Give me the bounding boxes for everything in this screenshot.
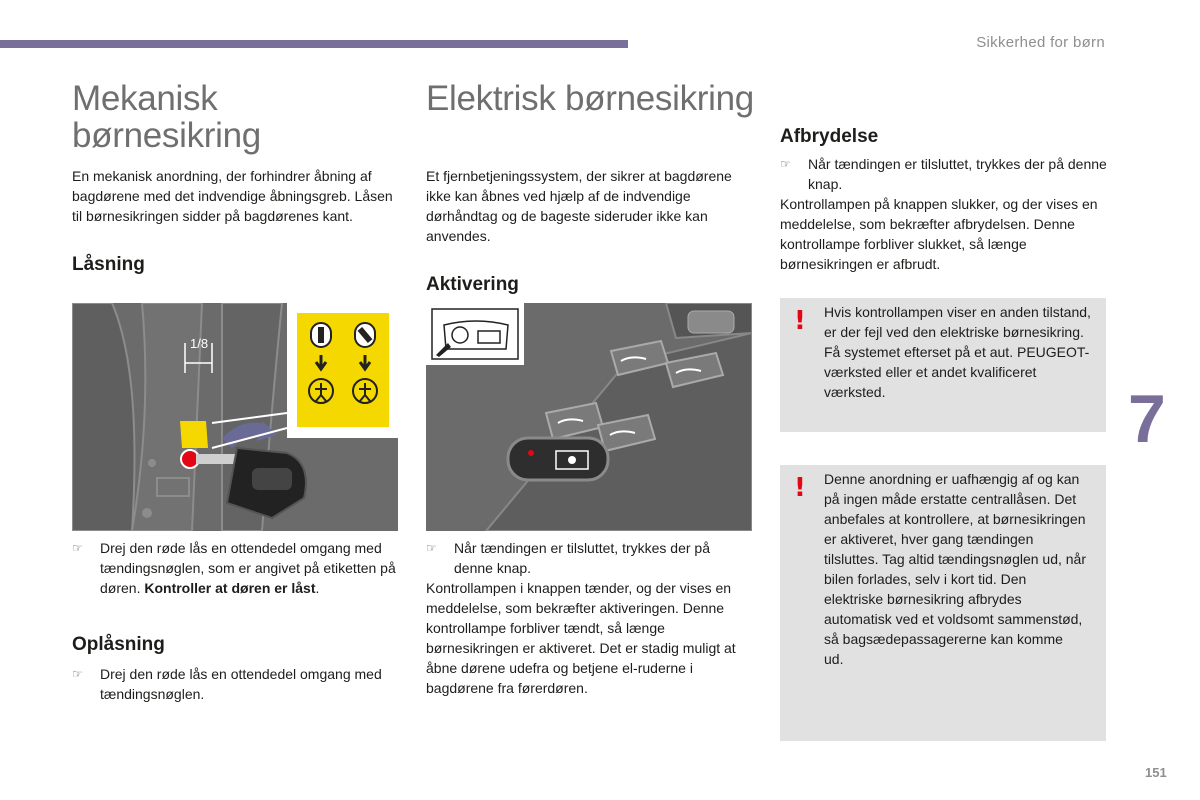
header-bar	[0, 40, 628, 48]
warning-independent-text: Denne anordning er uafhængig af og kan på ingen måde erstatte centrallåsen. Det anbefales at kontrollere, at børnesikringen er aktiveret, hver gang tændingen tilsluttes. Tag altid tændingsnøglen ud, når bilen forlades, selv i kort tid. Den elektriske børnesikring afbrydes automatisk ved et voldsomt sammenstød, så bagsædepassagererne kan komme ud.	[824, 471, 1087, 667]
warning-icon: !	[794, 306, 806, 336]
warning-box-fault	[780, 298, 1106, 432]
section-header: Sikkerhed for børn	[976, 34, 1105, 51]
activation-heading: Aktivering	[426, 274, 519, 295]
warning-box-independent	[780, 465, 1106, 741]
mechanical-column	[72, 80, 402, 276]
warning-icon: !	[794, 473, 806, 503]
locking-instructions	[72, 538, 398, 704]
lock-bullet-text: Drej den røde lås en ottendedel omgang med tændingsnøglen, som er angivet på etiketten på døren.	[100, 540, 396, 596]
unlock-bullet	[72, 664, 398, 704]
fraction-label: 1/8	[190, 336, 209, 351]
chapter-number: 7	[1128, 381, 1166, 457]
activation-instructions	[426, 538, 752, 698]
electric-intro: Et fjernbetjeningssystem, der sikrer at bagdørene ikke kan åbnes ved hjælp af de indvendige dørhåndtag og de bageste sideruder ikke kan anvendes.	[426, 168, 732, 244]
unlocking-heading: Oplåsning	[72, 634, 165, 655]
mechanical-title	[72, 80, 402, 154]
deactivation-column	[780, 126, 1110, 274]
mechanical-title-line1: Mekanisk	[72, 79, 218, 118]
mechanical-title-line2: børnesikring	[72, 116, 261, 155]
page-number: 151	[1145, 765, 1167, 780]
lock-bullet-end: .	[315, 580, 320, 596]
bullet-icon: ☞	[72, 667, 83, 681]
bullet-icon: ☞	[426, 541, 437, 555]
deactivation-bullet	[780, 154, 1110, 194]
deactivation-text: Kontrollampen på knappen slukker, og der vises en meddelelse, som bekræfter afbrydelsen. Denne kontrollampe forbliver slukket, så længe børnesikringen er afbrudt.	[780, 196, 1098, 272]
electric-title: Elektrisk børnesikring	[426, 79, 754, 118]
bullet-icon: ☞	[72, 541, 83, 555]
child-lock-button-illustration	[426, 303, 752, 531]
activation-bullet	[426, 538, 752, 578]
electric-column	[426, 80, 756, 296]
mechanical-lock-illustration	[72, 303, 398, 531]
lock-bullet	[72, 538, 398, 598]
unlock-bullet-text: Drej den røde lås en ottendedel omgang med tændingsnøglen.	[100, 666, 382, 702]
warning-fault-text: Hvis kontrollampen viser en anden tilstand, er der fejl ved den elektriske børnesikring. Få systemet efterset på et aut. PEUGEOT-værksted eller et andet kvalificeret værksted.	[824, 304, 1091, 400]
deactivation-bullet-text: Når tændingen er tilsluttet, trykkes der på denne knap.	[808, 156, 1107, 192]
deactivation-heading: Afbrydelse	[780, 126, 879, 147]
lock-bullet-bold: Kontroller at døren er låst	[144, 580, 316, 596]
activation-text: Kontrollampen i knappen tænder, og der vises en meddelelse, som bekræfter aktiveringen. Denne kontrollampe forbliver tændt, så længe børnesikringen er aktiveret. Det er stadig muligt at åbne dørene udefra og betjene el-ruderne i bagdørene fra førerdøren.	[426, 580, 736, 696]
locking-heading: Låsning	[72, 254, 145, 275]
mechanical-intro: En mekanisk anordning, der forhindrer åbning af bagdørene med det indvendige åbningsgreb. Låsen til børnesikringen sidder på bagdørenes kant.	[72, 168, 393, 224]
bullet-icon: ☞	[780, 157, 791, 171]
activation-bullet-text: Når tændingen er tilsluttet, trykkes der på denne knap.	[454, 540, 711, 576]
